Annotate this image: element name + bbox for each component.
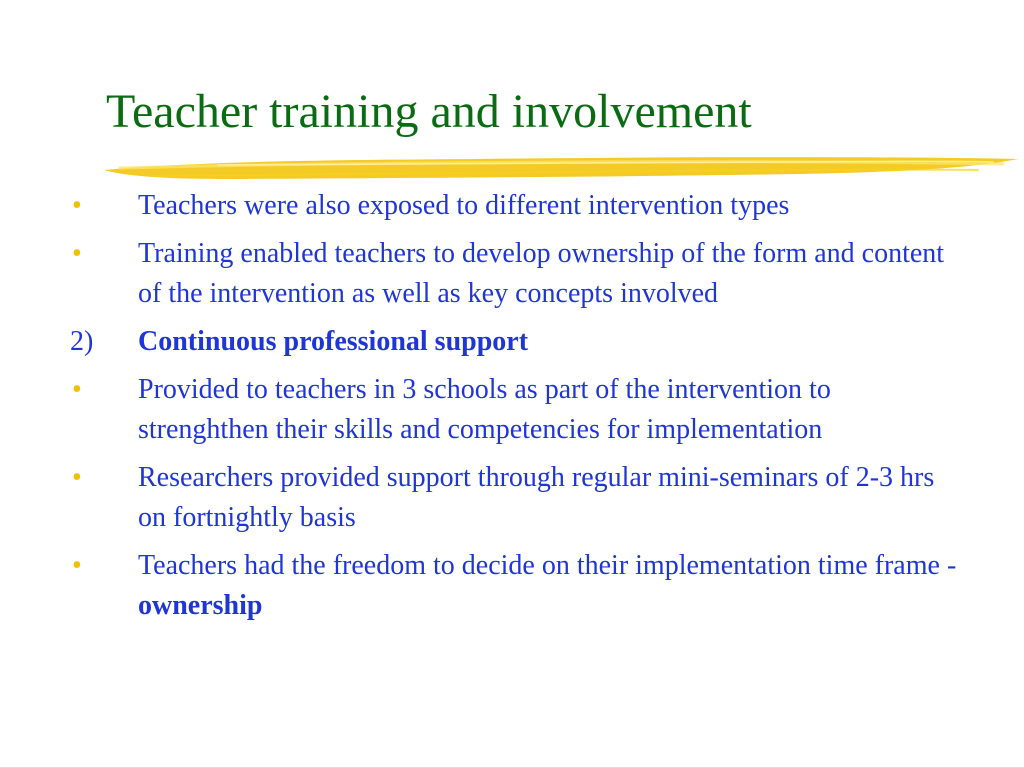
- bullet-item-3: [0, 370, 1024, 450]
- slide-title: Teacher training and involvement: [106, 85, 752, 138]
- slide-content: [0, 186, 1024, 634]
- bullet-text: Researchers provided support through regular mini-seminars of 2-3 hrs on fortnightly basis: [138, 462, 935, 533]
- bullet-text: Training enabled teachers to develop ownership of the form and content of the intervention as well as key concepts involved: [138, 238, 945, 309]
- bullet-marker: •: [72, 238, 82, 269]
- bullet-item-1: [0, 186, 1024, 226]
- ownership-emphasis: ownership: [138, 590, 263, 621]
- bullet-marker: •: [72, 462, 82, 493]
- bullet-text: Teachers were also exposed to different intervention types: [138, 190, 790, 221]
- numbered-heading: [0, 322, 1024, 362]
- bullet-text: Provided to teachers in 3 schools as part of the intervention to strenghthen their skills and competencies for implementation: [138, 374, 831, 445]
- bullet-item-4: [0, 458, 1024, 538]
- number-marker: 2): [70, 326, 94, 357]
- heading-text: Continuous professional support: [138, 326, 529, 357]
- bullet-item-5: [0, 546, 1024, 626]
- bullet-marker: •: [72, 190, 82, 221]
- bullet-text-with-emphasis: [138, 546, 968, 626]
- bullet-item-2: [0, 234, 1024, 314]
- bullet-marker: •: [72, 374, 82, 405]
- title-brush-underline: [98, 148, 1024, 188]
- bullet-text: Teachers had the freedom to decide on their implementation time frame -: [138, 550, 957, 581]
- bullet-marker: •: [72, 550, 82, 581]
